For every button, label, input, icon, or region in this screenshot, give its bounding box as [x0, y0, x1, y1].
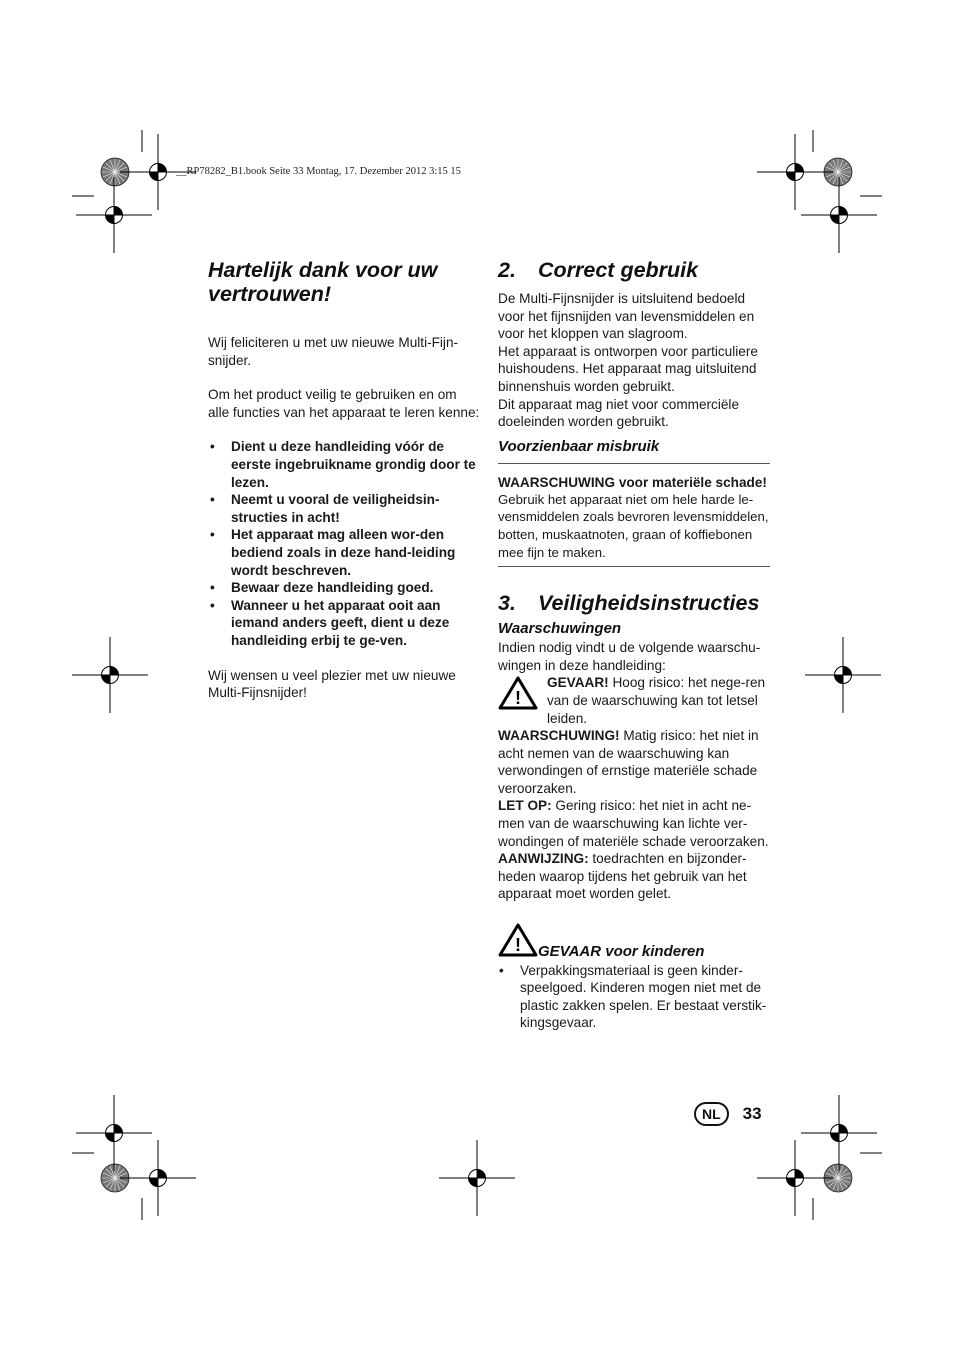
list-item: • Bewaar deze handleiding goed. [208, 579, 480, 597]
danger-entry [498, 674, 770, 727]
danger-text [547, 674, 770, 727]
subheading-misuse: Voorzienbaar misbruik [498, 437, 660, 455]
warning-triangle-icon [498, 674, 538, 727]
warning-title: WAARSCHUWING voor materiële schade! [498, 474, 767, 490]
children-danger-list [498, 962, 770, 1032]
children-danger-title: GEVAAR voor kinderen [538, 942, 705, 960]
note-label: AANWIJZING: [498, 851, 589, 867]
right-column [498, 256, 770, 1032]
section-2-paragraph: Dit apparaat mag niet voor commerciële doeleinden worden gebruikt. [498, 396, 740, 430]
page-title: Hartelijk dank voor uw vertrouwen! [208, 258, 438, 306]
intro-paragraph: Wij feliciteren u met uw nieuwe Multi-Fijn-snijder. [208, 335, 459, 368]
list-item: • Verpakkingsmateriaal is geen kinder-speelgoed. Kinderen mogen niet met de plastic zakken spelen. Er bestaat verstik-kingsgevaar. [498, 962, 770, 1032]
section-2-heading [498, 256, 770, 284]
page-footer [694, 1102, 762, 1126]
section-2-paragraph: De Multi-Fijnsnijder is uitsluitend bedoeld voor het fijnsnijden van levensmiddelen en voor het kloppen van slagroom. [498, 291, 755, 342]
instruction-list [208, 438, 480, 649]
list-item: • Dient u deze handleiding vóór de eerste ingebruikname grondig door te lezen. [208, 438, 480, 491]
warning-text: Gebruik het apparaat niet om hele harde le-vensmiddelen zoals bevroren levensmiddelen, botten, muskaatnoten, graan of koffiebonen mee fijn te maken. [498, 491, 769, 560]
warning-entry [498, 727, 770, 797]
section-2-paragraph: Het apparaat is ontworpen voor particuliere huishoudens. Het apparaat mag uitsluitend binnenshuis worden gebruikt. [498, 343, 758, 394]
warning-label: WAARSCHUWING! [498, 728, 620, 744]
section-title: Correct gebruik [538, 258, 699, 282]
closing-paragraph: Wij wensen u veel plezier met uw nieuwe Multi-Fijnsnijder! [208, 667, 456, 701]
svg-text:!: ! [515, 935, 521, 956]
print-header: __RP78282_B1.book Seite 33 Montag, 17. Dezember 2012 3:15 15 [176, 166, 461, 177]
left-column [208, 258, 480, 702]
caution-description: Gering risico: het niet in acht ne-men van de waarschuwing kan lichte ver-wondingen of materiële schade veroorzaken. [498, 798, 769, 849]
intro-paragraph-2: Om het product veilig te gebruiken en om alle functies van het apparaat te leren kenne: [208, 387, 480, 420]
note-description: toedrachten en bijzonder-heden waarop tijdens het gebruik van het apparaat moet worden gelet. [498, 851, 747, 902]
list-item: • Het apparaat mag alleen wor-den bediend zoals in deze hand-leiding wordt beschreven. [208, 526, 480, 579]
danger-label: GEVAAR! [547, 675, 609, 691]
section-number: 3. [498, 591, 516, 616]
subheading-warnings: Waarschuwingen [498, 620, 622, 638]
danger-description: Hoog risico: het nege-ren van de waarschuwing kan tot letsel leiden. [547, 675, 766, 726]
warning-triangle-icon [498, 921, 538, 962]
list-item: • Neemt u vooral de veiligheidsin-structies in acht! [208, 491, 480, 526]
note-entry [498, 850, 770, 903]
svg-text:!: ! [515, 688, 521, 709]
page-number: 33 [742, 1104, 762, 1123]
caution-entry [498, 797, 770, 850]
warning-description: Matig risico: het niet in acht nemen van de waarschuwing kan verwondingen of ernstige materiële schade veroorzaken. [498, 728, 759, 796]
language-badge: NL [694, 1102, 729, 1126]
section-3-heading [498, 589, 770, 617]
section-number: 2. [498, 258, 516, 282]
list-item: • Wanneer u het apparaat ooit aan iemand anders geeft, dient u deze handleiding erbij te ge-ven. [208, 597, 480, 650]
caution-label: LET OP: [498, 798, 552, 814]
section-title: Veiligheidsinstructies [538, 591, 760, 616]
children-danger-heading [498, 921, 770, 962]
warnings-intro: Indien nodig vindt u de volgende waarschu-wingen in deze handleiding: [498, 640, 761, 673]
